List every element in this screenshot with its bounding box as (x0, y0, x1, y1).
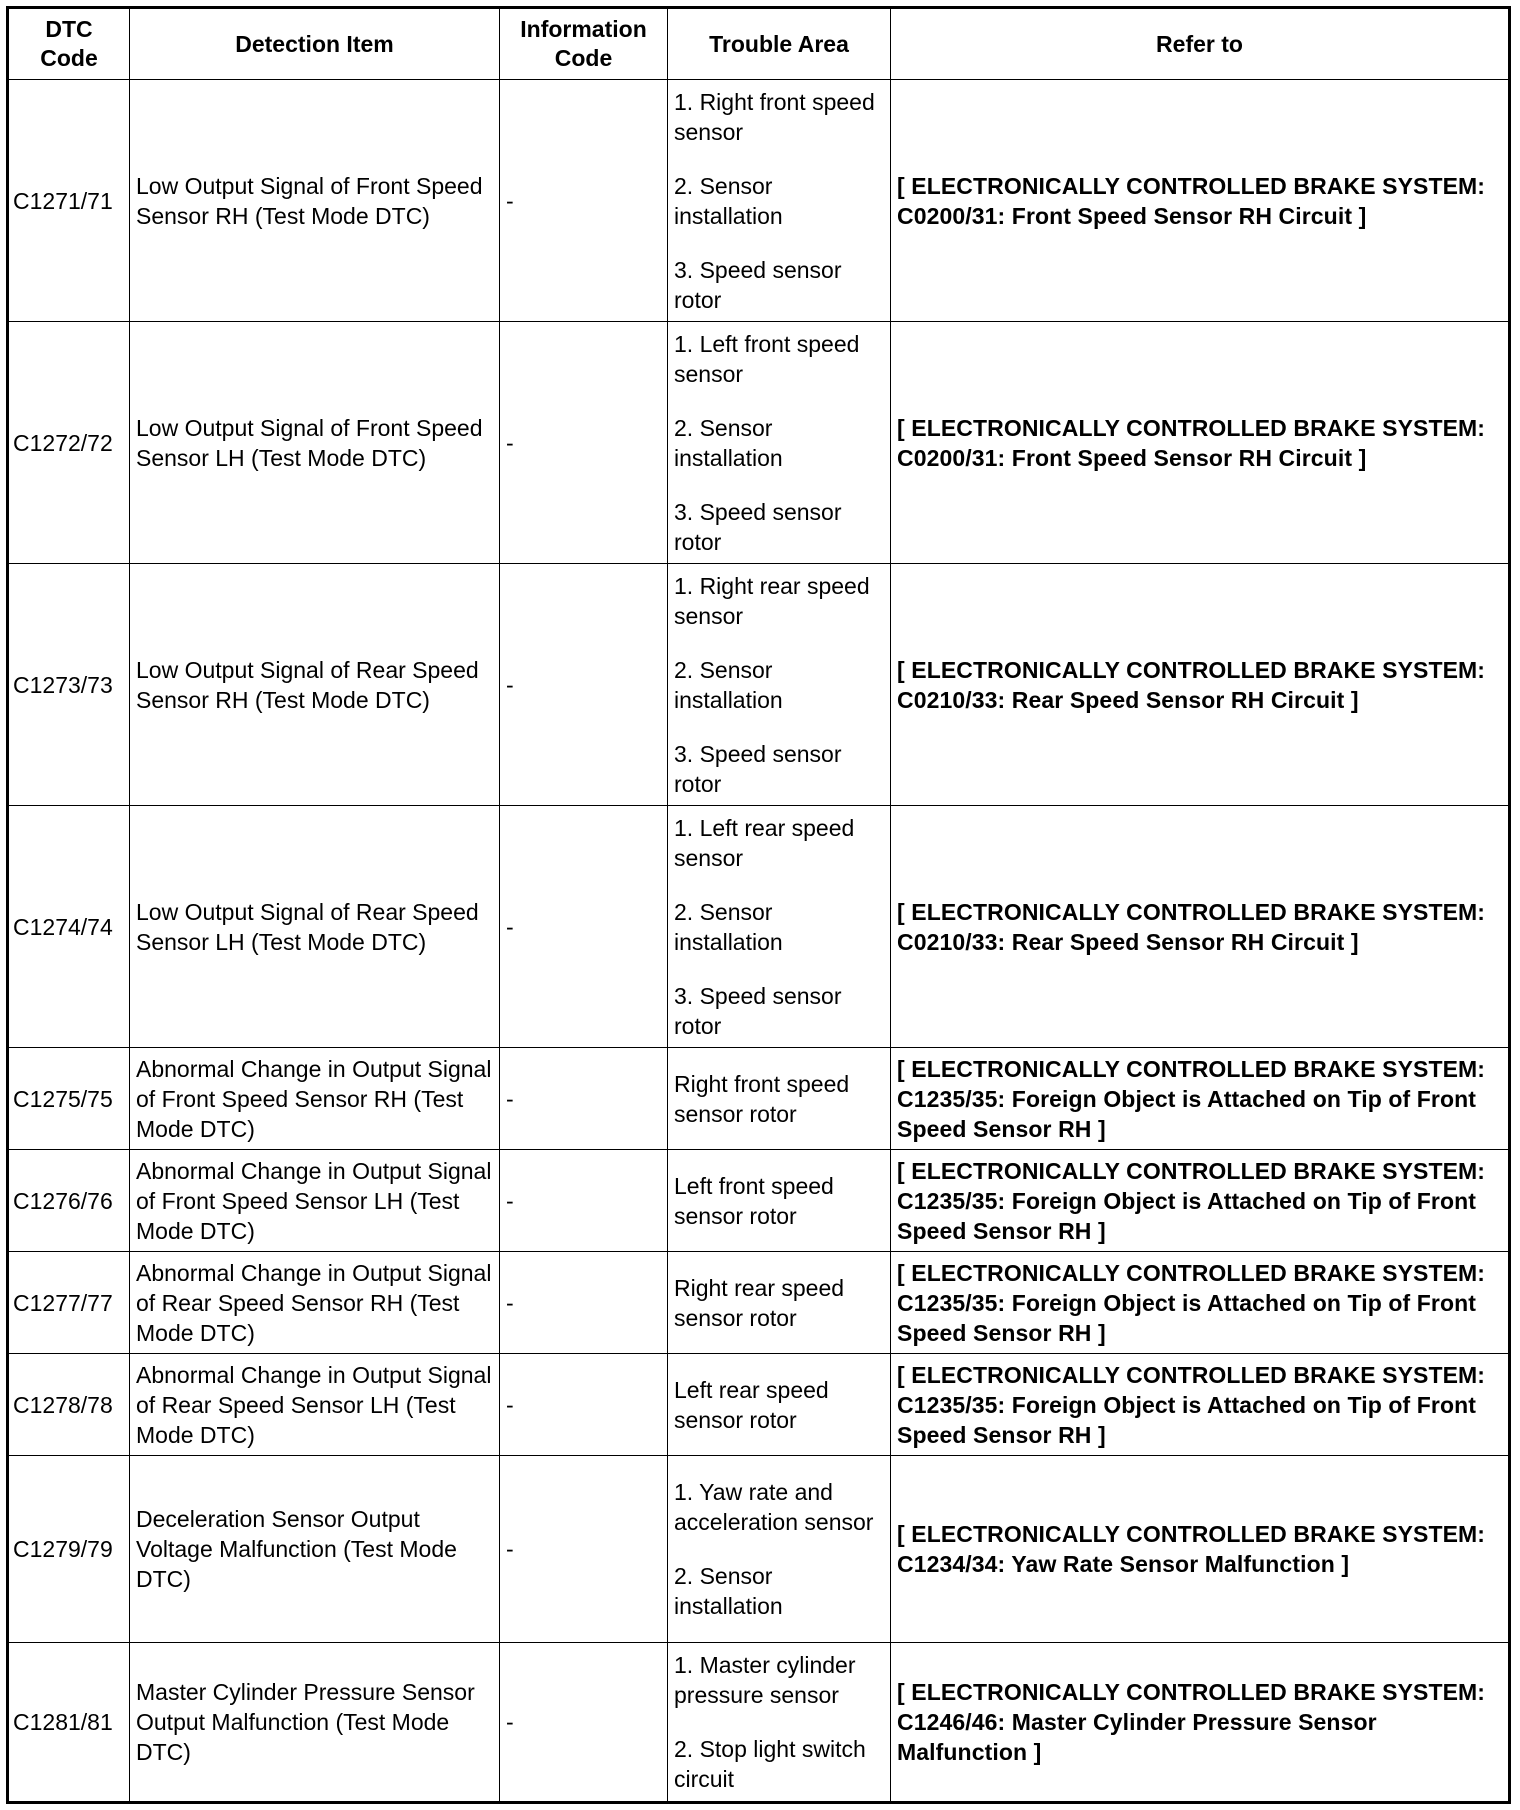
table-row (8, 806, 1510, 1048)
information-code-cell: - (500, 1150, 668, 1252)
trouble-area-item: 2. Sensor installation (674, 414, 783, 471)
trouble-area-cell (668, 1252, 891, 1354)
refer-to-link[interactable]: [ ELECTRONICALLY CONTROLLED BRAKE SYSTEM: C0210/33: Rear Speed Sensor RH Circuit ] (891, 564, 1510, 806)
trouble-area-item: 2. Sensor installation (674, 1563, 783, 1619)
trouble-area-item: 1. Left rear speed sensor (674, 814, 855, 871)
trouble-area-item: Left rear speed sensor rotor (674, 1376, 829, 1433)
table-row (8, 564, 1510, 806)
refer-to-link[interactable]: [ ELECTRONICALLY CONTROLLED BRAKE SYSTEM: C1235/35: Foreign Object is Attached on Tip of Front Speed Sensor RH ] (891, 1150, 1510, 1252)
table-body (8, 80, 1510, 1803)
table-row (8, 1048, 1510, 1150)
refer-to-link[interactable]: [ ELECTRONICALLY CONTROLLED BRAKE SYSTEM: C0210/33: Rear Speed Sensor RH Circuit ] (891, 806, 1510, 1048)
trouble-area-item: Right rear speed sensor rotor (674, 1274, 845, 1331)
table-row (8, 322, 1510, 564)
trouble-area-cell (668, 564, 891, 806)
table-row (8, 1456, 1510, 1643)
information-code-cell: - (500, 322, 668, 564)
detection-item-cell: Deceleration Sensor Output Voltage Malfunction (Test Mode DTC) (130, 1456, 500, 1643)
trouble-area-cell (668, 1643, 891, 1803)
refer-to-link[interactable]: [ ELECTRONICALLY CONTROLLED BRAKE SYSTEM: C0200/31: Front Speed Sensor RH Circuit ] (891, 80, 1510, 322)
dtc-code-cell: C1279/79 (8, 1456, 130, 1643)
trouble-area-cell (668, 1456, 891, 1643)
trouble-area-cell (668, 1150, 891, 1252)
header-detection-item: Detection Item (130, 8, 500, 80)
detection-item-cell: Abnormal Change in Output Signal of Front Speed Sensor LH (Test Mode DTC) (130, 1150, 500, 1252)
trouble-area-cell (668, 1048, 891, 1150)
trouble-area-item: 2. Sensor installation (674, 656, 783, 713)
trouble-area-item: 1. Master cylinder pressure sensor (674, 1652, 856, 1708)
information-code-cell: - (500, 1643, 668, 1803)
refer-to-link[interactable]: [ ELECTRONICALLY CONTROLLED BRAKE SYSTEM: C1235/35: Foreign Object is Attached on Tip of Front Speed Sensor RH ] (891, 1252, 1510, 1354)
detection-item-cell: Abnormal Change in Output Signal of Front Speed Sensor RH (Test Mode DTC) (130, 1048, 500, 1150)
dtc-code-cell: C1274/74 (8, 806, 130, 1048)
trouble-area-item: 1. Right rear speed sensor (674, 572, 870, 629)
information-code-cell: - (500, 1252, 668, 1354)
header-dtc-code: DTC Code (8, 8, 130, 80)
trouble-area-item: 2. Sensor installation (674, 898, 783, 955)
trouble-area-item: 1. Yaw rate and acceleration sensor (674, 1479, 874, 1535)
table-row (8, 80, 1510, 322)
trouble-area-item: 3. Speed sensor rotor (674, 740, 842, 797)
dtc-code-cell: C1276/76 (8, 1150, 130, 1252)
dtc-code-cell: C1273/73 (8, 564, 130, 806)
detection-item-cell: Abnormal Change in Output Signal of Rear Speed Sensor LH (Test Mode DTC) (130, 1354, 500, 1456)
refer-to-link[interactable]: [ ELECTRONICALLY CONTROLLED BRAKE SYSTEM: C1234/34: Yaw Rate Sensor Malfunction ] (891, 1456, 1510, 1643)
refer-to-link[interactable]: [ ELECTRONICALLY CONTROLLED BRAKE SYSTEM: C0200/31: Front Speed Sensor RH Circuit ] (891, 322, 1510, 564)
trouble-area-cell (668, 322, 891, 564)
information-code-cell: - (500, 1456, 668, 1643)
detection-item-cell: Master Cylinder Pressure Sensor Output Malfunction (Test Mode DTC) (130, 1643, 500, 1803)
trouble-area-cell (668, 806, 891, 1048)
information-code-cell: - (500, 1048, 668, 1150)
trouble-area-item: 1. Left front speed sensor (674, 330, 860, 387)
detection-item-cell: Low Output Signal of Rear Speed Sensor RH (Test Mode DTC) (130, 564, 500, 806)
trouble-area-item: Left front speed sensor rotor (674, 1172, 834, 1229)
dtc-code-cell: C1277/77 (8, 1252, 130, 1354)
header-trouble-area: Trouble Area (668, 8, 891, 80)
information-code-cell: - (500, 80, 668, 322)
table-row (8, 1354, 1510, 1456)
table-row (8, 1150, 1510, 1252)
table-header-row (8, 8, 1510, 80)
information-code-cell: - (500, 806, 668, 1048)
trouble-area-cell (668, 1354, 891, 1456)
dtc-code-cell: C1278/78 (8, 1354, 130, 1456)
table-row (8, 1643, 1510, 1803)
detection-item-cell: Low Output Signal of Front Speed Sensor RH (Test Mode DTC) (130, 80, 500, 322)
trouble-area-item: 3. Speed sensor rotor (674, 982, 842, 1039)
dtc-code-cell: C1275/75 (8, 1048, 130, 1150)
header-information-code: Information Code (500, 8, 668, 80)
refer-to-link[interactable]: [ ELECTRONICALLY CONTROLLED BRAKE SYSTEM: C1235/35: Foreign Object is Attached on Tip of Front Speed Sensor RH ] (891, 1048, 1510, 1150)
information-code-cell: - (500, 564, 668, 806)
trouble-area-item: 2. Sensor installation (674, 172, 783, 229)
trouble-area-item: 3. Speed sensor rotor (674, 498, 842, 555)
detection-item-cell: Abnormal Change in Output Signal of Rear Speed Sensor RH (Test Mode DTC) (130, 1252, 500, 1354)
trouble-area-item: 2. Stop light switch circuit (674, 1736, 866, 1792)
trouble-area-item: 3. Speed sensor rotor (674, 256, 842, 313)
dtc-code-cell: C1271/71 (8, 80, 130, 322)
dtc-table (6, 6, 1511, 1804)
detection-item-cell: Low Output Signal of Rear Speed Sensor LH (Test Mode DTC) (130, 806, 500, 1048)
table-row (8, 1252, 1510, 1354)
trouble-area-cell (668, 80, 891, 322)
detection-item-cell: Low Output Signal of Front Speed Sensor LH (Test Mode DTC) (130, 322, 500, 564)
trouble-area-item: 1. Right front speed sensor (674, 88, 875, 145)
information-code-cell: - (500, 1354, 668, 1456)
trouble-area-item: Right front speed sensor rotor (674, 1070, 850, 1127)
dtc-code-cell: C1281/81 (8, 1643, 130, 1803)
header-refer-to: Refer to (891, 8, 1510, 80)
dtc-code-cell: C1272/72 (8, 322, 130, 564)
refer-to-link[interactable]: [ ELECTRONICALLY CONTROLLED BRAKE SYSTEM: C1235/35: Foreign Object is Attached on Tip of Front Speed Sensor RH ] (891, 1354, 1510, 1456)
refer-to-link[interactable]: [ ELECTRONICALLY CONTROLLED BRAKE SYSTEM: C1246/46: Master Cylinder Pressure Sensor Malfunction ] (891, 1643, 1510, 1803)
